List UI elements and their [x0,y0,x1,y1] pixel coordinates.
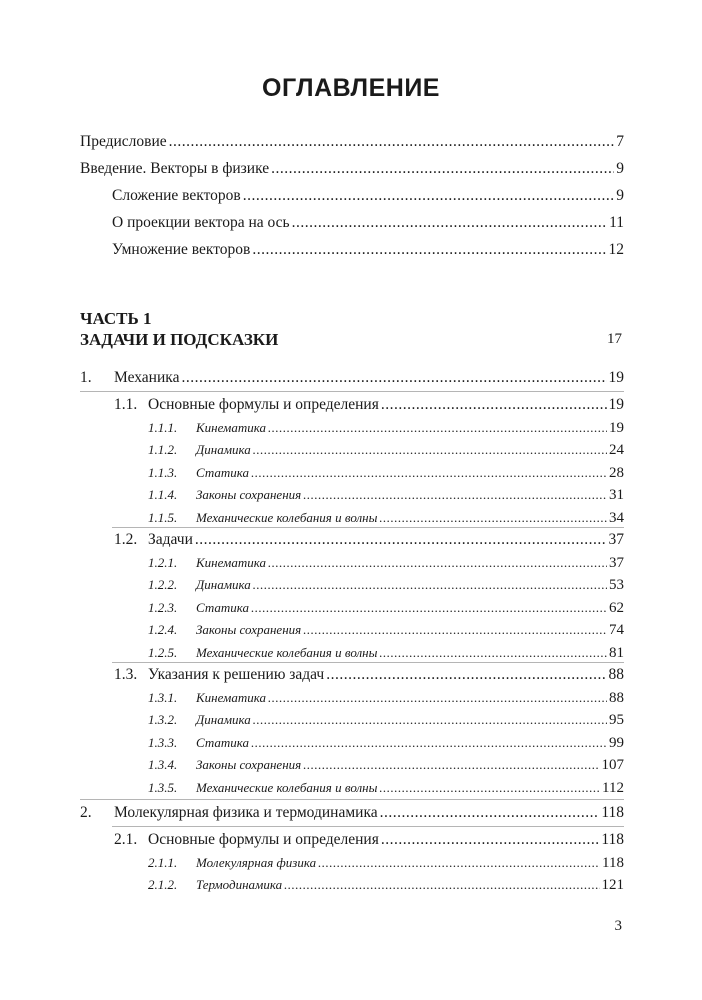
leader-dots [379,510,607,526]
leader-dots [251,735,607,751]
toc-entry-vector-projection[interactable] [112,214,624,232]
toc-entry-number: 1.1.4. [148,487,178,502]
toc-entry-number: 1.3.5. [148,780,178,795]
leader-dots [379,645,607,661]
toc-entry-subsection[interactable] [148,877,624,894]
leader-dots [380,804,600,822]
leader-dots [268,420,607,436]
toc-entry-page: 31 [609,487,624,503]
toc-entry-page: 99 [609,735,624,751]
toc-entry-label: Умножение векторов [112,241,251,258]
toc-entry-number: 1.1.5. [148,510,178,525]
toc-entry-page: 62 [609,600,624,616]
toc-entry-label: Статика [196,465,250,480]
part-heading-page: 17 [607,331,622,347]
leader-dots [181,369,606,387]
toc-entry-page: 9 [616,187,624,204]
toc-entry-introduction[interactable] [80,160,624,178]
leader-dots [169,133,615,151]
toc-entry-label: Законы сохранения [196,487,302,502]
toc-entry-section[interactable] [114,531,624,549]
toc-entry-subsection[interactable] [148,577,624,594]
leader-dots [303,487,607,503]
toc-entry-preface[interactable] [80,133,624,151]
leader-dots [292,214,607,232]
leader-dots [303,757,599,773]
toc-entry-page: 118 [601,804,624,821]
separator-line [80,799,624,800]
toc-entry-label: Задачи [148,531,193,548]
toc-entry-section[interactable] [114,396,624,414]
leader-dots [195,531,607,549]
toc-entry-page: 74 [609,622,624,638]
leader-dots [243,187,615,205]
leader-dots [253,577,607,593]
toc-entry-subsection[interactable] [148,622,624,639]
toc-entry-number: 1.1. [114,396,138,413]
toc-entry-page: 7 [616,133,624,150]
toc-entry-subsection[interactable] [148,757,624,774]
toc-entry-number: 2.1.1. [148,855,178,870]
toc-entry-subsection[interactable] [148,555,624,572]
toc-entry-label: Динамика [196,712,251,727]
page-number: 3 [614,918,622,934]
toc-entry-number: 2. [80,804,92,821]
toc-entry-number: 1.2.2. [148,577,178,592]
toc-entry-number: 1.2.4. [148,622,178,637]
toc-entry-page: 121 [601,877,624,893]
toc-entry-number: 1.2.5. [148,645,178,660]
toc-entry-label: Введение. Векторы в физике [80,160,270,177]
leader-dots [271,160,614,178]
toc-entry-label: Основные формулы и определения [148,831,379,848]
leader-dots [318,855,600,871]
toc-entry-label: Основные формулы и определения [148,396,379,413]
toc-entry-label: Механические колебания и волны [196,780,378,795]
toc-entry-page: 19 [608,369,624,386]
toc-entry-subsection[interactable] [148,712,624,729]
toc-entry-page: 118 [602,855,624,871]
toc-entry-label: О проекции вектора на ось [112,214,290,231]
toc-entry-subsection[interactable] [148,442,624,459]
toc-entry-label: Кинематика [196,690,266,705]
leader-dots [252,241,606,259]
toc-entry-subsection[interactable] [148,510,624,527]
leader-dots [381,831,599,849]
toc-entry-page: 9 [616,160,624,177]
toc-entry-page: 95 [609,712,624,728]
toc-entry-page: 53 [609,577,624,593]
toc-entry-page: 112 [602,780,624,796]
toc-entry-number: 1.2.1. [148,555,178,570]
toc-entry-label: Динамика [196,577,251,592]
leader-dots [268,555,607,571]
toc-entry-vector-addition[interactable] [112,187,624,205]
toc-entry-vector-multiplication[interactable] [112,241,624,259]
leader-dots [381,396,607,414]
toc-entry-subsection[interactable] [148,690,624,707]
toc-entry-number: 1.2. [114,531,138,548]
toc-entry-subsection[interactable] [148,420,624,437]
toc-entry-label: Термодинамика [196,877,283,892]
toc-entry-page: 107 [601,757,624,773]
toc-entry-label: Молекулярная физика [196,855,317,870]
toc-entry-label: Механика [114,369,180,386]
toc-entry-label: Законы сохранения [196,757,302,772]
toc-entry-subsection[interactable] [148,465,624,482]
leader-dots [326,666,606,684]
toc-entry-number: 1.3.2. [148,712,178,727]
toc-entry-page: 28 [609,465,624,481]
toc-entry-label: Статика [196,600,250,615]
toc-entry-page: 118 [601,831,624,848]
page-title: ОГЛАВЛЕНИЕ [262,74,440,102]
leader-dots [251,600,607,616]
toc-entry-page: 19 [608,396,624,413]
toc-entry-number: 1.3.4. [148,757,178,772]
toc-entry-label: Молекулярная физика и термодинамика [114,804,378,821]
toc-entry-page: 37 [609,555,624,571]
toc-entry-section[interactable] [114,831,624,849]
toc-entry-label: Кинематика [196,555,266,570]
toc-entry-number: 1.3. [114,666,138,683]
toc-entry-label: Механические колебания и волны [196,510,378,525]
toc-entry-subsection[interactable] [148,600,624,617]
toc-entry-subsection[interactable] [148,645,624,662]
separator-line [112,826,624,827]
leader-dots [251,465,607,481]
toc-entry-number: 1.1.3. [148,465,178,480]
toc-entry-number: 2.1.2. [148,877,178,892]
toc-entry-subsection[interactable] [148,735,624,752]
toc-entry-number: 1.3.1. [148,690,178,705]
leader-dots [379,780,600,796]
leader-dots [268,690,607,706]
toc-entry-label: Кинематика [196,420,266,435]
toc-entry-label: Статика [196,735,250,750]
toc-entry-number: 2.1. [114,831,138,848]
toc-entry-number: 1.1.2. [148,442,178,457]
toc-entry-page: 88 [608,666,624,683]
toc-entry-label: Предисловие [80,133,167,150]
leader-dots [253,712,607,728]
toc-entry-label: Сложение векторов [112,187,241,204]
leader-dots [303,622,607,638]
toc-entry-label: Механические колебания и волны [196,645,378,660]
toc-entry-page: 34 [609,510,624,526]
toc-entry-subsection[interactable] [148,487,624,504]
toc-entry-number: 1.1.1. [148,420,178,435]
toc-entry-page: 11 [609,214,624,231]
separator-line [80,391,624,392]
leader-dots [284,877,599,893]
toc-entry-number: 1.3.3. [148,735,178,750]
toc-entry-subsection[interactable] [148,855,624,872]
leader-dots [253,442,607,458]
toc-entry-number: 1. [80,369,92,386]
toc-entry-page: 24 [609,442,624,458]
part-heading-line2[interactable]: ЗАДАЧИ И ПОДСКАЗКИ [80,330,279,349]
toc-entry-page: 81 [609,645,624,661]
toc-entry-label: Законы сохранения [196,622,302,637]
toc-entry-subsection[interactable] [148,780,624,797]
toc-entry-label: Указания к решению задач [148,666,325,683]
toc-entry-label: Динамика [196,442,251,457]
toc-entry-number: 1.2.3. [148,600,178,615]
toc-entry-page: 19 [609,420,624,436]
separator-line [112,662,624,663]
toc-entry-chapter[interactable] [80,804,624,822]
separator-line [112,527,624,528]
toc-entry-page: 88 [609,690,624,706]
toc-entry-page: 12 [608,241,624,258]
toc-entry-section[interactable] [114,666,624,684]
part-heading-line1: ЧАСТЬ 1 [80,309,152,328]
toc-entry-page: 37 [608,531,624,548]
toc-entry-chapter[interactable] [80,369,624,387]
